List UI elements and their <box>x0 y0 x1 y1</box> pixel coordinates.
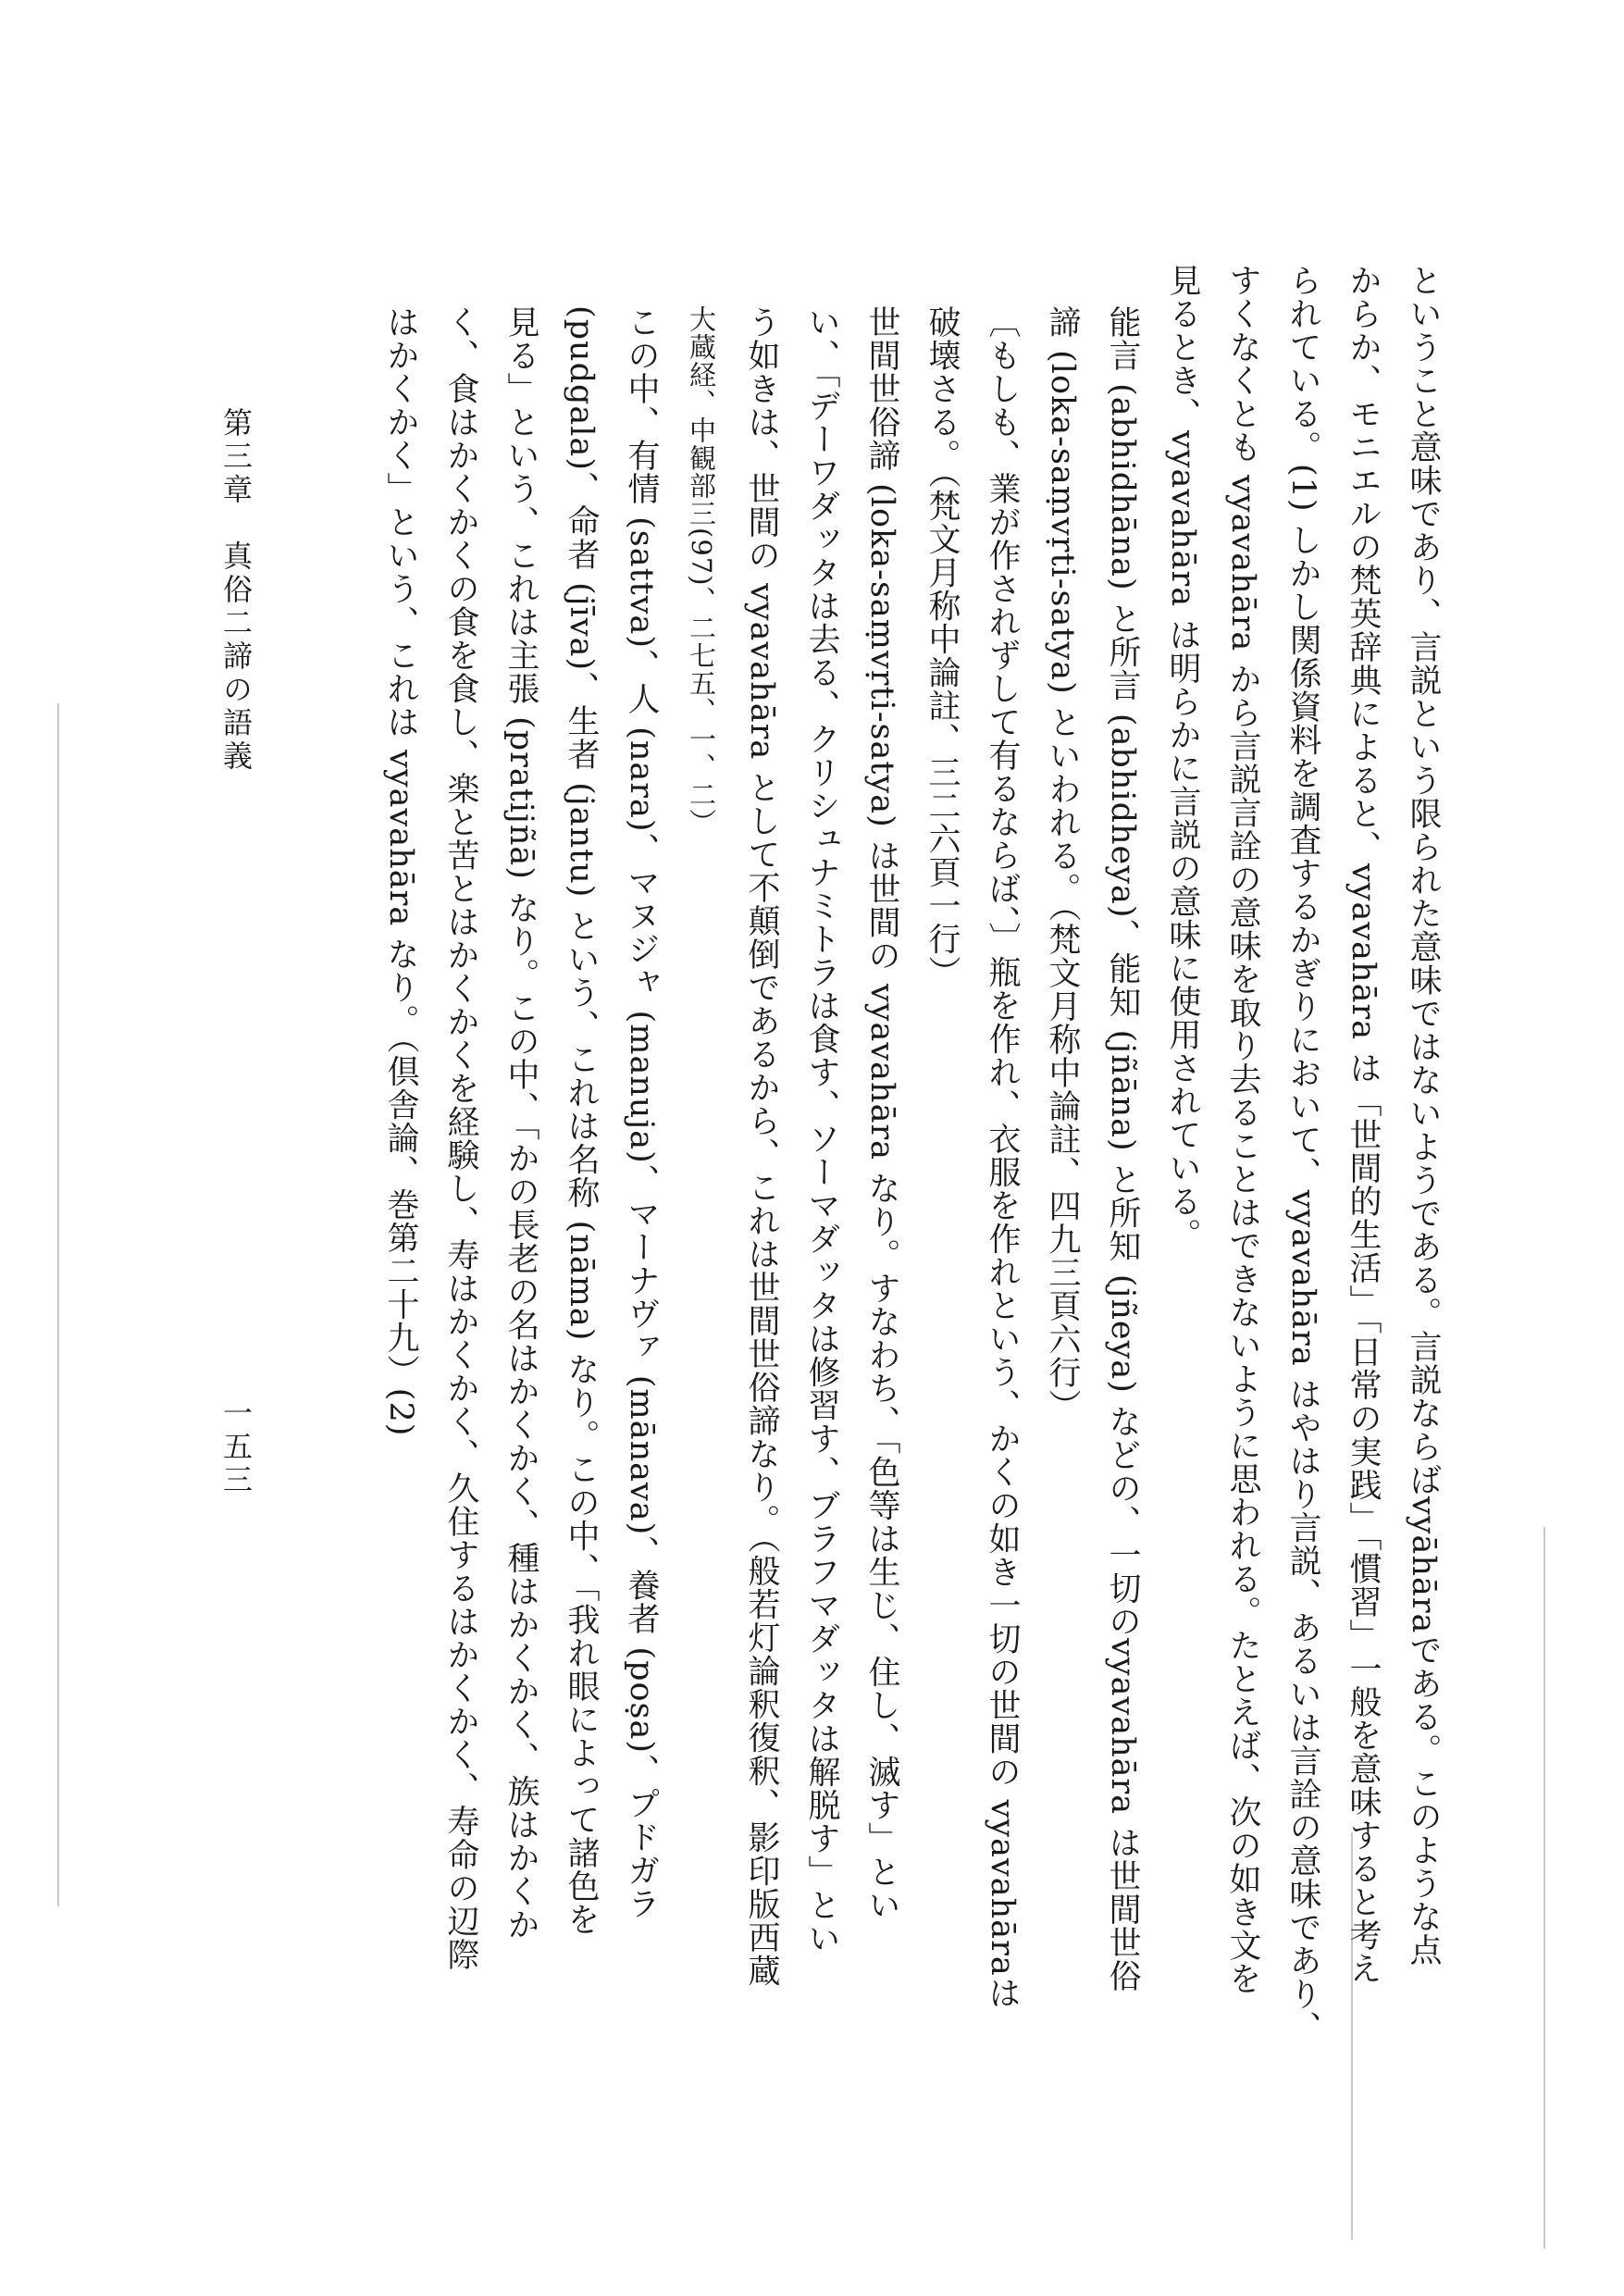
quoted-column: 世間世俗諦 (loka-saṃvṛti-satya) は世間の vyavahāra なり。すなわち、「色等は生じ、住し、滅す」とい <box>863 305 900 1922</box>
quoted-column: (pudgala)、命者 (jīva)、生者 (jantu) という、これは名称 (nāma) なり。この中、「我れ眼によって諸色を <box>563 305 600 1937</box>
quoted-column: 諦 (loka-saṃvṛti-satya) といわれる。（梵文月称中論註、四九三頁六行） <box>1044 305 1081 1423</box>
page-number: 一五三 <box>218 1397 254 1497</box>
text-column: 見るとき、vyavahāra は明らかに言説の意味に使用されている。 <box>1164 264 1201 1252</box>
text-column: すくなくとも vyavahāra から言説言詮の意味を取り去ることはできないように思われる。たとえば、次の如き文を <box>1224 264 1261 1996</box>
main-body-text <box>213 264 1453 2068</box>
quoted-column: く、食はかくかくの食を食し、楽と苦とはかくかくを経験し、寿はかくかく、久住するはかくかく、寿命の辺際 <box>442 305 479 1971</box>
running-chapter-header: 第三章 真俗二諦の語義 <box>218 407 254 774</box>
quoted-column: 〔もしも、業が作されずして有るならば、〕瓶を作れ、衣服を作れという、かくの如き一切の世間の vyavahāraは <box>984 305 1021 2010</box>
quoted-column: い、「デーワダッタは去る、クリシュナミトラは食す、ソーマダッタは修習す、ブラフマダッタは解脱す」とい <box>803 305 840 1955</box>
scan-edge-mark <box>57 703 59 1906</box>
text-column: からか、モニエルの梵英辞典によると、vyavahāra は「世間的生活」「日常の実践」「慣習」一般を意味すると考え <box>1345 264 1382 1986</box>
quoted-column: 破壊さる。（梵文月称中論註、三二六頁一行） <box>924 305 961 989</box>
scan-edge-mark <box>1543 1527 1545 2249</box>
text-column: られている。(1) しかし関係資料を調査するかぎりにおいて、vyavahāra はやはり言説、あるいは言詮の意味であり、 <box>1284 264 1321 2044</box>
source-note-column: 大蔵経、中観部三(97)、二七五、一、二） <box>686 305 717 837</box>
text-column: ということ意味であり、言説という限られた意味ではないようである。言説ならばvyāhāraである。このような点 <box>1405 264 1442 1967</box>
quoted-column: 見る」という、これは主張 (pratijñā) なり。この中、「かの長老の名はかくかく、種はかくかく、族はかくか <box>502 305 539 1942</box>
quoted-column: はかくかく」という、これは vyavahāra なり。（倶舎論、巻第二十九）(2) <box>382 305 419 1437</box>
quoted-column: 能言 (abhidhāna) と所言 (abhidheya)、能知 (jñāna) と所知 (jñeya) などの、一切のvyavahāra は世間世俗 <box>1104 305 1141 1993</box>
quoted-column: この中、有情 (sattva)、人 (nara)、マヌジャ (manuja)、マーナヴァ (mānava)、養者 (poṣa)、プドガラ <box>623 305 660 1921</box>
quoted-column: う如きは、世間の vyavahāra として不顛倒であるから、これは世間世俗諦なり。（般若灯論釈復釈、影印版西蔵 <box>743 305 780 1988</box>
